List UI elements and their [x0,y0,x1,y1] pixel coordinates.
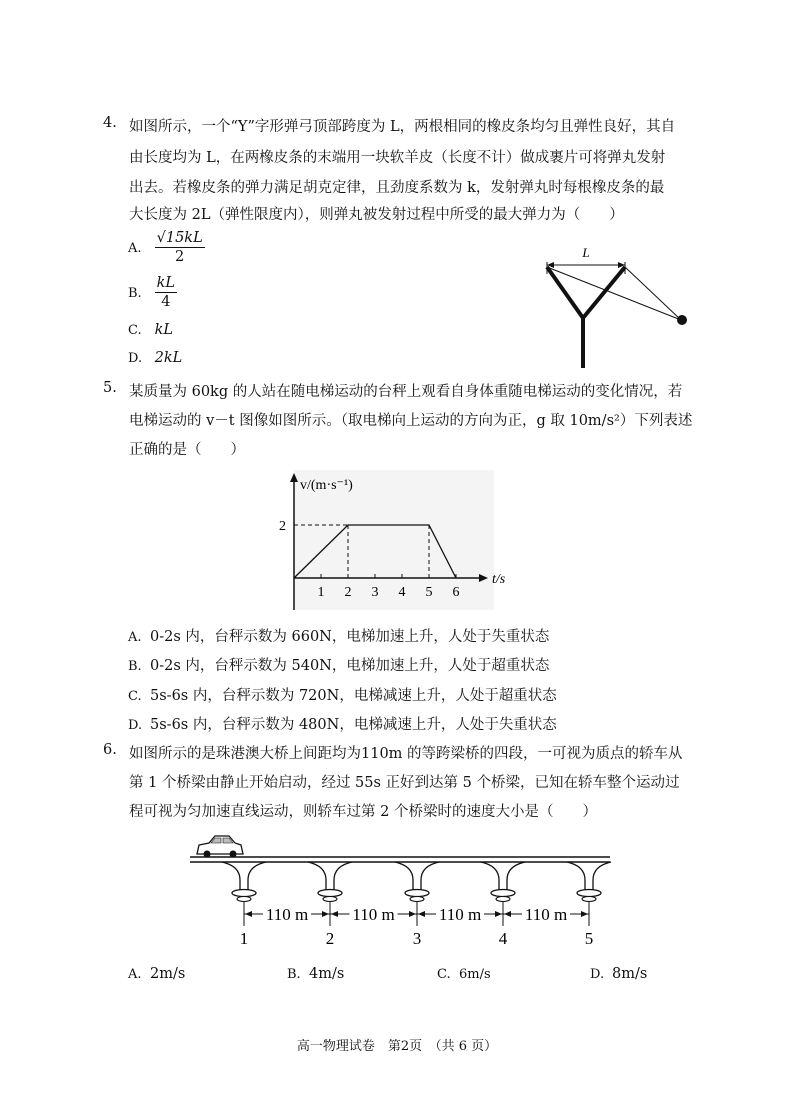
dim-label: L [582,245,590,260]
x-tick-label: 2 [344,585,352,600]
span-label: 110 m [438,905,482,924]
q4-number: 4. [103,115,117,131]
q4-option-c[interactable]: C. kL [128,322,174,338]
vt-graph [270,465,520,615]
x-tick-label: 1 [317,585,325,600]
q4-line-4: 大长度为 2L（弹性限度内），则弹丸被发射过程中所受的最大弹力为（ ） [129,207,624,223]
span-label: 110 m [524,905,568,924]
q5-number: 5. [103,380,117,396]
q5-line-2: 电梯运动的 v－t 图像如图所示。（取电梯向上运动的方向为正，g 取 10m/s²）下列表述 [129,413,693,429]
slingshot-figure [540,238,700,370]
bridge-pier-4 [481,862,525,948]
x-tick-label: 3 [371,585,379,600]
q4-option-b-fraction: $\frac{kL}{4}$ [156,275,176,310]
pier-label: 5 [584,929,594,948]
q6-line-3: 程可视为匀加速直线运动，则轿车过第 2 个桥梁时的速度大小是（ ） [129,804,597,820]
bridge-pier-1 [222,862,266,948]
car-icon [197,836,243,858]
span-label: 110 m [352,905,395,924]
bridge-pier-3 [395,862,439,948]
y-axis-label: v/(m·s⁻¹) [300,478,353,493]
span-arrow-right [581,911,588,917]
q6-line-2: 第 1 个桥梁由静止开始启动，经过 55s 正好到达第 5 个桥梁，已知在轿车整个运动过 [129,775,680,791]
x-tick-label: 4 [398,585,406,600]
pellet [677,315,687,325]
q6-line-1: 如图所示的是珠港澳大桥上间距均为110m 的等跨梁桥的四段，一可视为质点的轿车从 [129,746,683,762]
q5-line-3: 正确的是（ ） [129,442,245,458]
span-arrow-left [245,911,252,917]
q6-option-c[interactable]: C. 6m/s [437,967,491,982]
q5-line-1: 某质量为 60kg 的人站在随电梯运动的台秤上观看自身体重随电梯运动的变化情况，若 [129,384,683,400]
q5-option-d[interactable]: D. 5s-6s 内，台秤示数为 480N，电梯减速上升，人处于失重状态 [128,717,557,733]
x-tick-label: 6 [452,585,460,600]
bridge-pier-5 [567,862,611,948]
span-arrow-left [418,911,425,917]
q6-option-d[interactable]: D. 8m/s [590,966,648,982]
x-tick-label: 5 [425,585,433,600]
q6-option-a[interactable]: A. 2m/s [128,966,186,982]
span-arrow-right [409,911,416,917]
pier-label: 1 [239,929,249,948]
pier-label: 3 [412,929,422,948]
rubber-band-right [625,267,681,320]
span-arrow-left [331,911,338,917]
q4-line-1: 如图所示，一个“Y”字形弹弓顶部跨度为 L，两根相同的橡皮条均匀且弹性良好，其自 [129,119,676,135]
y-tick-label: 2 [279,519,286,534]
q4-option-b[interactable]: B. $\frac{kL}{4}$ [128,275,176,310]
q4-option-d[interactable]: D. 2kL [128,350,183,366]
q4-line-3: 出去。若橡皮条的弹力满足胡克定律，且劲度系数为 k，发射弹丸时每根橡皮条的最 [129,180,665,196]
span-arrow-left [504,911,511,917]
q6-number: 6. [103,742,117,758]
bridge-pier-2 [308,862,352,948]
q5-option-b[interactable]: B. 0-2s 内，台秤示数为 540N，电梯加速上升，人处于超重状态 [128,658,550,674]
q4-option-a[interactable]: A. $\frac{√15kL}{2}$ [128,230,203,265]
q4-line-2: 由长度均为 L，在两橡皮条的末端用一块软羊皮（长度不计）做成裹片可将弹丸发射 [129,150,666,166]
span-arrow-right [322,911,329,917]
page-footer: 高一物理试卷 第2页 （共 6 页） [296,1039,498,1054]
span-label: 110 m [265,905,309,924]
bridge-figure [185,830,615,955]
pier-label: 4 [498,929,508,948]
q5-option-a[interactable]: A. 0-2s 内，台秤示数为 660N，电梯加速上升，人处于失重状态 [128,629,550,645]
q5-option-c[interactable]: C. 5s-6s 内，台秤示数为 720N，电梯减速上升，人处于超重状态 [128,688,557,704]
q6-option-b[interactable]: B. 4m/s [287,966,345,982]
q4-option-a-fraction: $\frac{√15kL}{2}$ [156,230,203,265]
span-arrow-right [495,911,502,917]
slingshot-right-arm [583,267,625,318]
pier-label: 2 [325,929,335,948]
x-axis-label: t/s [492,572,506,587]
